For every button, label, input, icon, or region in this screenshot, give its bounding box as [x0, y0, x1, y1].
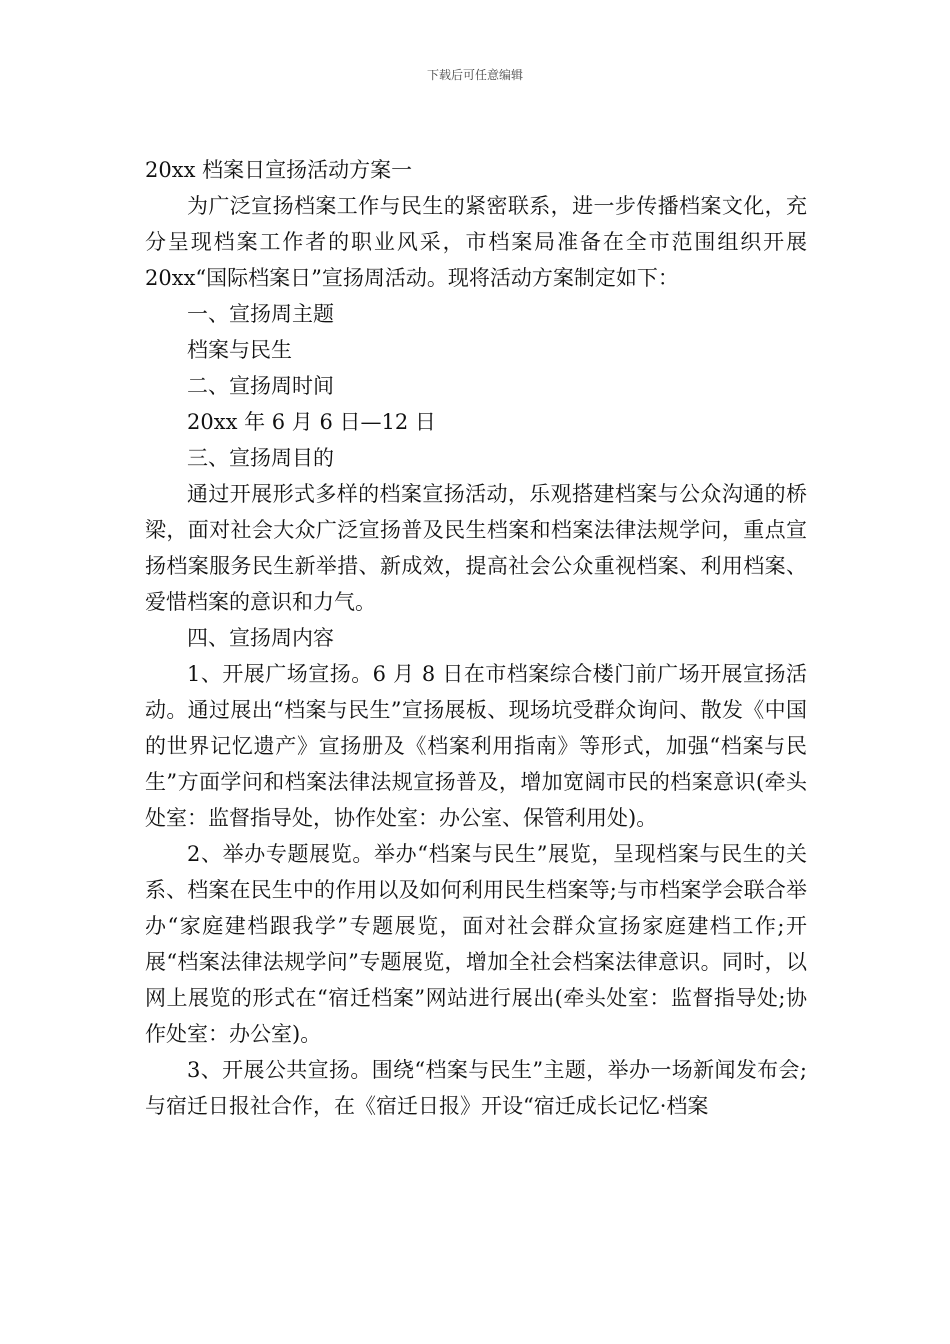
section-heading-time: 二、宣扬周时间: [187, 374, 334, 398]
content-item-1: 1、开展广场宣扬。6 月 8 日在市档案综合楼门前广场开展宣扬活动。通过展出“档案与民生”宣扬展板、现场坑受群众询问、散发《中国的世界记忆遗产》宣扬册及《档案利用指南》等形式，加强“档案与民生”方面学问和档案法律法规宣扬普及，增加宽阔市民的档案意识(牵头处室：监督指导处，协作处室：办公室、保管利用处)。: [145, 662, 807, 830]
page-header: 下载后可任意编辑: [426, 68, 523, 82]
intro-paragraph: 为广泛宣扬档案工作与民生的紧密联系，进一步传播档案文化，充分呈现档案工作者的职业风采，市档案局准备在全市范围组织开展 20xx“国际档案日”宣扬周活动。现将活动方案制定如下：: [145, 194, 807, 290]
document-title: 20xx 档案日宣扬活动方案一: [145, 158, 413, 182]
time-text: 20xx 年 6 月 6 日—12 日: [187, 410, 436, 434]
section-heading-purpose: 三、宣扬周目的: [187, 446, 334, 470]
document-body: [145, 152, 807, 1124]
section-heading-theme: 一、宣扬周主题: [187, 302, 334, 326]
theme-text: 档案与民生: [187, 338, 292, 362]
purpose-paragraph: 通过开展形式多样的档案宣扬活动，乐观搭建档案与公众沟通的桥梁，面对社会大众广泛宣扬普及民生档案和档案法律法规学问，重点宣扬档案服务民生新举措、新成效，提高社会公众重视档案、利用档案、爱惜档案的意识和力气。: [145, 482, 807, 614]
content-item-3: 3、开展公共宣扬。围绕“档案与民生”主题，举办一场新闻发布会;与宿迁日报社合作，在《宿迁日报》开设“宿迁成长记忆·档案: [145, 1058, 807, 1118]
content-item-2: 2、举办专题展览。举办“档案与民生”展览，呈现档案与民生的关系、档案在民生中的作用以及如何利用民生档案等;与市档案学会联合举办“家庭建档跟我学”专题展览，面对社会群众宣扬家庭建档工作;开展“档案法律法规学问”专题展览，增加全社会档案法律意识。同时，以网上展览的形式在“宿迁档案”网站进行展出(牵头处室：监督指导处;协作处室：办公室)。: [145, 842, 807, 1046]
section-heading-content: 四、宣扬周内容: [187, 626, 334, 650]
